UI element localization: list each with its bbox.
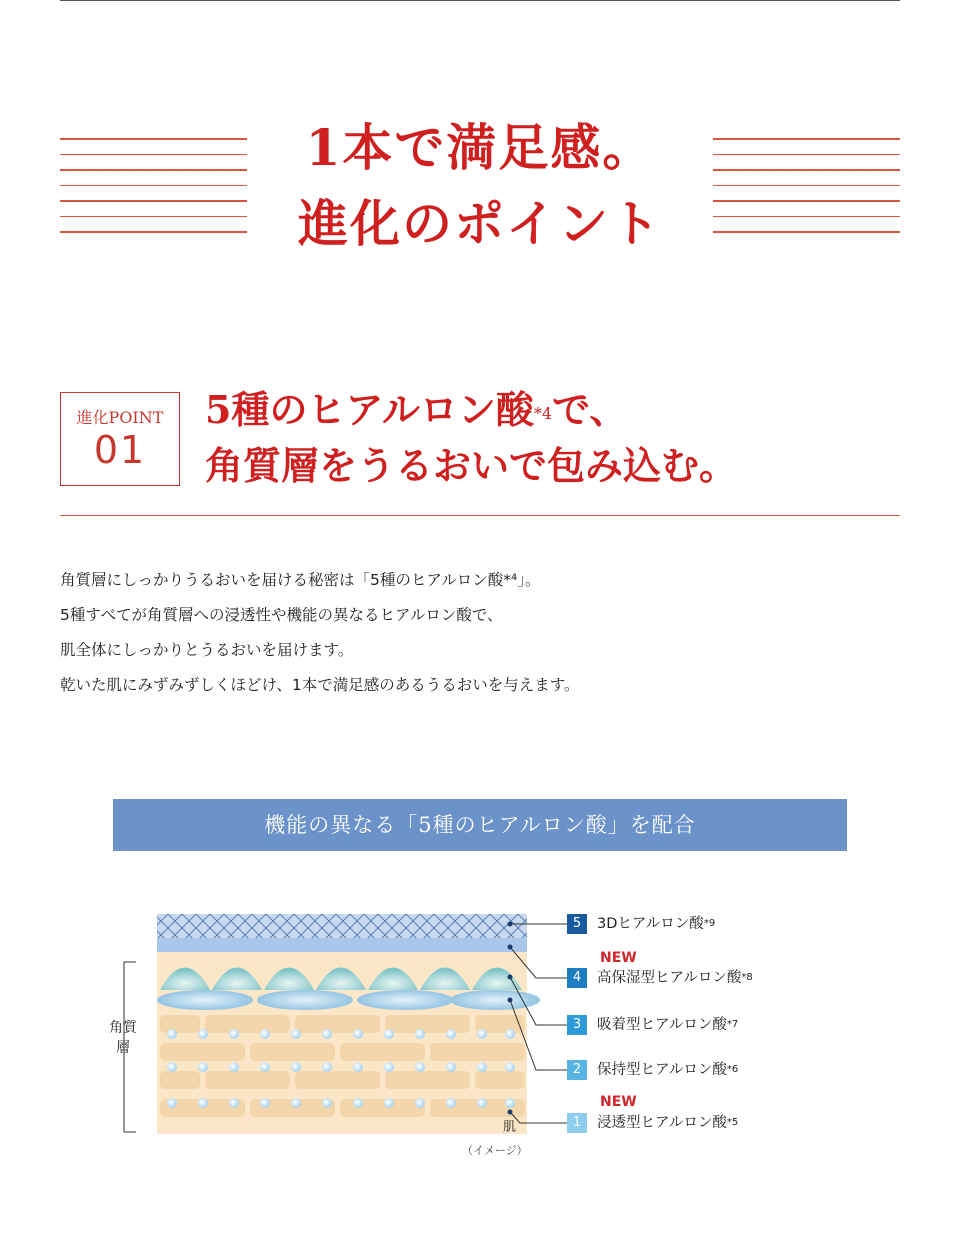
legend-item-5 (567, 914, 715, 934)
legend-item-3 (567, 1015, 738, 1035)
legend-footnote: *7 (726, 1019, 739, 1030)
legend-footnote: *9 (703, 918, 716, 929)
legend-footnote: *8 (741, 972, 753, 983)
body-line: 乾いた肌にみずみずしくほどけ、1本で満足感のあるうるおいを与えます。 (60, 676, 580, 694)
hero-title-line1: 1本で満足感。 (305, 118, 655, 177)
section-divider (60, 515, 900, 516)
body-paragraph (60, 563, 900, 703)
new-badge: NEW (600, 1094, 637, 1110)
legend-name: 浸透型ヒアルロン酸 (597, 1115, 727, 1131)
legend-number: 4 (567, 968, 587, 988)
hero-title-line2: 進化のポイント (298, 194, 662, 253)
point-badge-label: 進化POINT (76, 408, 164, 427)
body-line: 角質層にしっかりうるおいを届ける秘密は「5種のヒアルロン酸*⁴」。 (60, 571, 541, 589)
skin-label: 肌 (503, 1120, 517, 1135)
skin-layer-illustration (0, 900, 960, 1180)
ingredient-banner: 機能の異なる「5種のヒアルロン酸」を配合 (113, 799, 847, 851)
legend-number: 1 (567, 1113, 587, 1133)
point-heading-line1-a: 5種のヒアルロン酸 (205, 387, 534, 432)
legend-item-2 (567, 1060, 738, 1080)
point-heading-line1-b: で、 (552, 387, 628, 432)
point-badge-number: 01 (93, 428, 147, 472)
legend-footnote: *6 (726, 1064, 739, 1075)
point-heading-line2: 角質層をうるおいで包み込む。 (205, 443, 738, 488)
legend-item-4 (567, 968, 753, 988)
legend-name: 3Dヒアルロン酸 (597, 916, 704, 932)
legend-name: 吸着型ヒアルロン酸 (597, 1017, 727, 1033)
blue-film-layer (157, 938, 527, 952)
stratum-corneum-label: 角質層 (109, 1020, 137, 1056)
hero-title (250, 110, 710, 262)
legend-name: 保持型ヒアルロン酸 (597, 1062, 727, 1078)
point-heading (205, 382, 905, 494)
image-note: （イメージ） (462, 1144, 528, 1157)
body-line: 肌全体にしっかりとうるおいを届けます。 (60, 641, 354, 659)
legend-number: 3 (567, 1015, 587, 1035)
point-badge (60, 392, 180, 486)
point-heading-footnote: *4 (533, 404, 553, 423)
legend-number: 5 (567, 914, 587, 934)
legend-number: 2 (567, 1060, 587, 1080)
legend-item-1 (567, 1113, 738, 1133)
hero-decor-lines-right (713, 138, 900, 247)
new-badge: NEW (600, 950, 637, 966)
hero-decor-lines-left (60, 138, 247, 247)
legend-footnote: *5 (726, 1117, 739, 1128)
body-line: 5種すべてが角質層への浸透性や機能の異なるヒアルロン酸で、 (60, 606, 503, 624)
top-divider (60, 0, 900, 1)
legend-name: 高保湿型ヒアルロン酸 (597, 970, 742, 986)
